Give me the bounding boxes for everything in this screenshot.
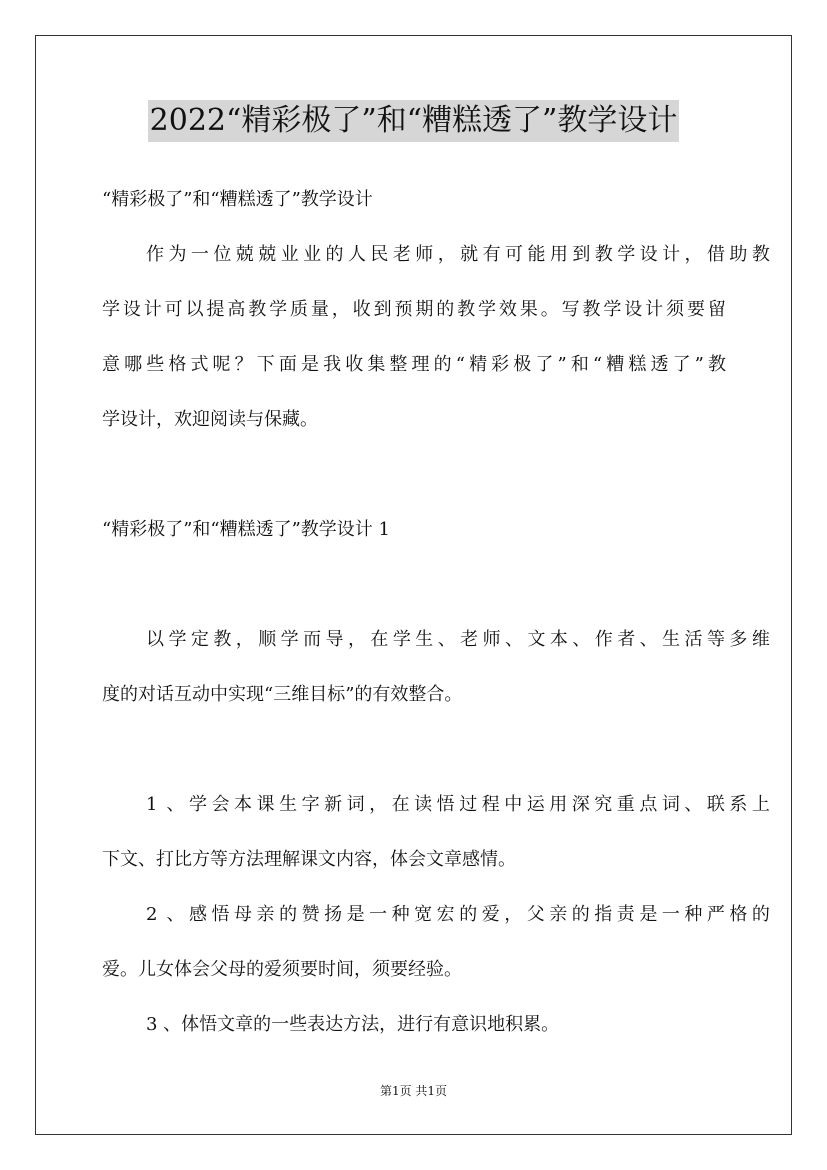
goal-2-line-1: 2 、 感 悟 母 亲 的 赞 扬 是 一 种 宽 宏 的 爱 ， 父 亲 的 指 责 是 一 种 严 格 的: [146, 904, 770, 925]
intro-line-3: 意 哪 些 格 式 呢 ？ 下 面 是 我 收 集 整 理 的 “ 精 彩 极 了 ” 和 “ 糟 糕 透 了 ” 教: [102, 354, 726, 375]
document-body: [102, 172, 770, 1052]
blank-line: [102, 722, 726, 777]
blank-line: [102, 447, 726, 502]
section-heading: “精彩极了”和“糟糕透了”教学设计 1: [102, 519, 390, 540]
intro-line-1: 作 为 一 位 兢 兢 业 业 的 人 民 老 师 ， 就 有 可 能 用 到 教 学 设 计 ， 借 助 教: [146, 244, 770, 265]
intro-line-4: 学设计，欢迎阅读与保藏。: [102, 409, 318, 430]
document-title: 2022“精彩极了”和“糟糕透了”教学设计: [148, 100, 680, 142]
blank-line: [102, 557, 726, 612]
goal-1-line-1: 1 、 学 会 本 课 生 字 新 词 ， 在 读 悟 过 程 中 运 用 深 究 重 点 词 、 联 系 上: [146, 794, 770, 815]
goal-3-line-1: 3 、体悟文章的一些表达方法，进行有意识地积累。: [146, 1014, 560, 1035]
subtitle: “精彩极了”和“糟糕透了”教学设计: [102, 189, 373, 210]
title-container: [0, 100, 827, 142]
page-footer: 第1页 共1页: [379, 1084, 448, 1098]
goal-1-line-2: 下文、打比方等方法理解课文内容，体会文章感情。: [102, 849, 516, 870]
concept-line-2: 度的对话互动中实现“三维目标”的有效整合。: [102, 684, 463, 705]
concept-line-1: 以 学 定 教 ， 顺 学 而 导 ， 在 学 生 、 老 师 、 文 本 、 作 者 、 生 活 等 多 维: [146, 629, 770, 650]
goal-2-line-2: 爱。儿女体会父母的爱须要时间，须要经验。: [102, 959, 462, 980]
intro-line-2: 学 设 计 可 以 提 高 教 学 质 量 ， 收 到 预 期 的 教 学 效 果 。 写 教 学 设 计 须 要 留: [102, 299, 726, 320]
